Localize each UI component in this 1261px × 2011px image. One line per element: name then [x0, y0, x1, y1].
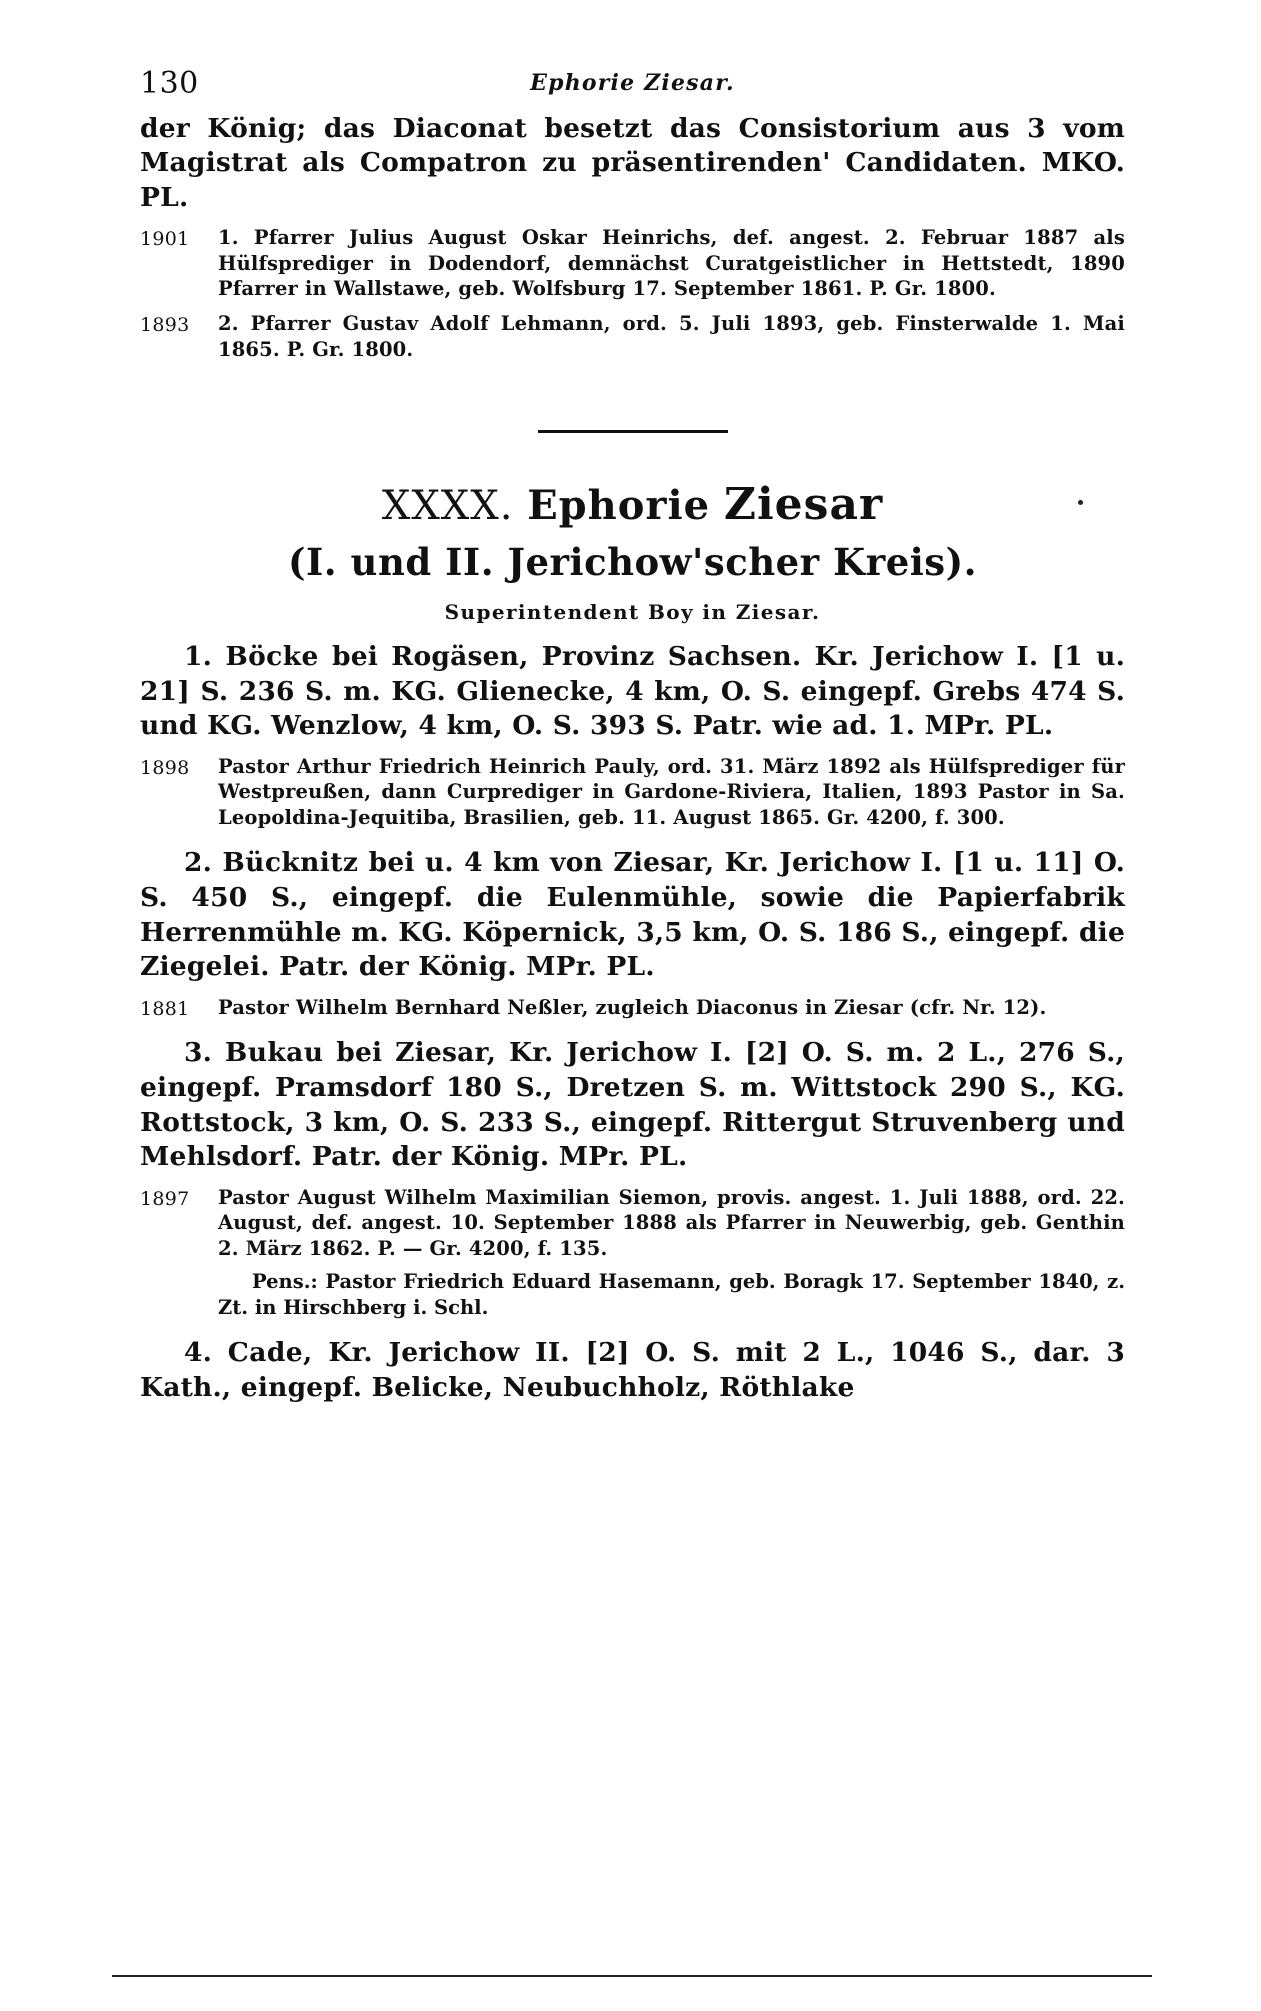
parish-name: Cade,: [227, 1336, 313, 1368]
entry-text: Pastor Wilhelm Bernhard Neßler, zugleich Diaconus in Ziesar (cfr. Nr. 12).: [218, 995, 1047, 1019]
parish-number: 3.: [184, 1037, 213, 1069]
entry-year: 1898: [140, 757, 190, 780]
parish-entry: [140, 1185, 1125, 1261]
parish-description: Kr. Jerichow II. [2] O. S. mit 2 L., 1046 S., dar. 3 Kath., eingepf. Belicke, Neubuchholz, Röthlake: [140, 1336, 1125, 1403]
intro-entry-2: [140, 311, 1125, 362]
parish-number: 1.: [184, 641, 213, 673]
entry-year: 1881: [140, 997, 190, 1020]
chapter-title-line: [140, 479, 1125, 530]
running-head-title: Ephorie Ziesar.: [530, 70, 735, 96]
section-divider: [140, 418, 1125, 437]
entry-text: 2. Pfarrer Gustav Adolf Lehmann, ord. 5. Juli 1893, geb. Finsterwalde 1. Mai 1865. P. Gr. 1800.: [218, 312, 1125, 361]
parish-paragraph: [140, 1036, 1125, 1175]
parish-name: Bücknitz: [222, 847, 359, 879]
parish-section-3: [140, 1036, 1125, 1320]
running-head: [140, 60, 1125, 112]
parish-paragraph: [140, 846, 1125, 985]
parish-description: bei u. 4 km von Ziesar, Kr. Jerichow I. [1 u. 11] O. S. 450 S., eingepf. die Eulenmühle, sowie die Papierfabrik Herrenmühle m. KG. Köpernick, 3,5 km, O. S. 186 S., eingepf. die Ziegelei. Patr. der König. MPr. PL.: [140, 847, 1125, 983]
parish-section-4: [140, 1336, 1125, 1405]
parish-description: bei Ziesar, Kr. Jerichow I. [2] O. S. m. 2 L., 276 S., eingepf. Pramsdorf 180 S., Dretzen S. m. Wittstock 290 S., KG. Rottstock, 3 km, O. S. 233 S., eingepf. Rittergut Struvenberg und Mehlsdorf. Patr. der König. MPr. PL.: [140, 1037, 1125, 1173]
parish-pension-note: [140, 1269, 1125, 1320]
page-content: [140, 60, 1125, 1405]
chapter-heading: [140, 479, 1125, 624]
entry-text: Pastor Arthur Friedrich Heinrich Pauly, ord. 31. März 1892 als Hülfsprediger für Westpreußen, dann Curprediger in Gardone-Riviera, Italien, 1893 Pastor in Sa. Leopoldina-Jequitiba, Brasilien, geb. 11. August 1865. Gr. 4200, f. 300.: [218, 755, 1125, 829]
ink-speck: [1078, 500, 1083, 505]
page-bottom-rule: [112, 1975, 1152, 1977]
parish-name: Bukau: [224, 1037, 324, 1069]
entry-text: Pastor August Wilhelm Maximilian Siemon, provis. angest. 1. Juli 1888, ord. 22. August, def. angest. 10. September 1888 als Pfarrer in Neuwerbig, geb. Genthin 2. März 1862. P. — Gr. 4200, f. 135.: [218, 1186, 1125, 1260]
chapter-numeral: XXXX.: [381, 483, 514, 530]
entry-text: 1. Pfarrer Julius August Oskar Heinrichs, def. angest. 2. Februar 1887 als Hülfsprediger in Dodendorf, demnächst Curatgeistlicher in Hettstedt, 1890 Pfarrer in Wallstawe, geb. Wolfsburg 17. September 1861. P. Gr. 1800.: [218, 226, 1125, 300]
parish-paragraph: [140, 640, 1125, 744]
intro-paragraph: der König; das Diaconat besetzt das Consistorium aus 3 vom Magistrat als Compatron zu präsentirenden' Candidaten. MKO. PL.: [140, 113, 1125, 213]
parish-entry: [140, 995, 1125, 1020]
chapter-name: Ziesar: [723, 479, 884, 531]
superintendent-line: Superintendent Boy in Ziesar.: [444, 600, 821, 625]
parish-number: 2.: [184, 847, 213, 879]
note-text: Pens.: Pastor Friedrich Eduard Hasemann, geb. Boragk 17. September 1840, z. Zt. in Hirschberg i. Schl.: [218, 1270, 1125, 1319]
parish-entry: [140, 754, 1125, 830]
entry-year: 1901: [140, 228, 190, 251]
page-number: 130: [140, 66, 199, 101]
parish-name: Böcke: [225, 641, 319, 673]
chapter-subtitle: (I. und II. Jerichow'scher Kreis).: [287, 540, 978, 585]
parish-section-2: [140, 846, 1125, 1020]
chapter-word: Ephorie: [527, 482, 711, 530]
parish-section-1: [140, 640, 1125, 830]
divider-rule: [538, 430, 728, 433]
intro-entry-1: [140, 225, 1125, 301]
parish-description: bei Rogäsen, Provinz Sachsen. Kr. Jerichow I. [1 u. 21] S. 236 S. m. KG. Glienecke, 4 km, O. S. eingepf. Grebs 474 S. und KG. Wenzlow, 4 km, O. S. 393 S. Patr. wie ad. 1. MPr. PL.: [140, 641, 1126, 742]
parish-paragraph: [140, 1336, 1125, 1405]
entry-year: 1897: [140, 1188, 190, 1211]
parish-number: 4.: [184, 1336, 213, 1368]
entry-year: 1893: [140, 314, 190, 337]
